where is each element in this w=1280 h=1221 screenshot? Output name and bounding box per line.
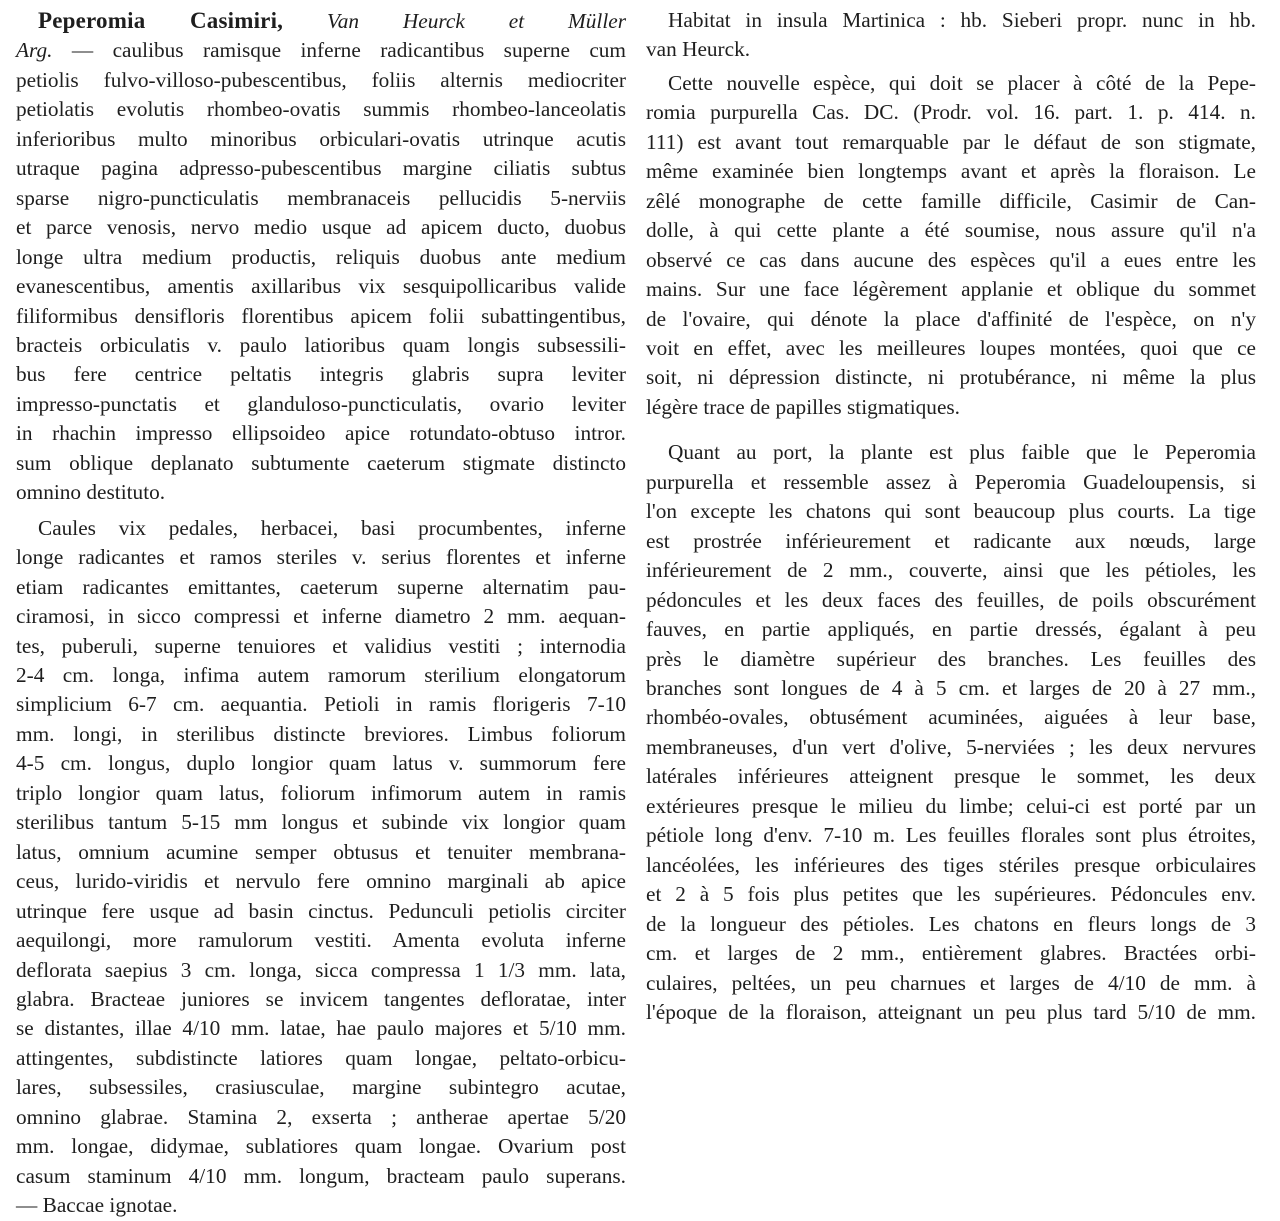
text-line: culaires, peltées, un peu charnues et larges de 4/10 de mm. à [646,970,1256,995]
text-line: deflorata saepius 3 cm. longa, sicca compressa 1 1/3 mm. lata, [16,957,626,982]
text-line: Cette nouvelle espèce, qui doit se placer à côté de la Pepe- [668,70,1256,95]
text-line: Habitat in insula Martinica : hb. Sieberi propr. nunc in hb. [668,8,1256,32]
species-authors: Van Heurck et Müller [327,9,626,33]
text-line: utrinque fere usque ad basin cinctus. Pedunculi petiolis circiter [16,898,626,923]
text-line: se distantes, illae 4/10 mm. latae, hae paulo majores et 5/10 mm. [16,1016,626,1041]
remarks-paragraph [646,69,1256,422]
text-line: purpurella et ressemble assez à Peperomia Guadeloupensis, si [646,469,1256,494]
habitat-paragraph [646,6,1256,65]
text-line: et parce venosis, nervo medio usque ad apicem ducto, duobus [16,215,626,240]
text-line: branches sont longues de 4 à 5 cm. et larges de 20 à 27 mm., [646,675,1256,700]
text-line: zêlé monographe de cette famille difficile, Casimir de Can- [646,188,1256,213]
right-column [646,6,1256,1027]
text-line: omnino glabrae. Stamina 2, exserta ; antherae apertae 5/20 [16,1104,626,1129]
species-authors-cont: Arg. [16,38,53,63]
text-line: petiolatis evolutis rhombeo-ovatis summis rhombeo-lanceolatis [16,97,626,122]
text-line: près le diamètre supérieur des branches. Les feuilles des [646,646,1256,671]
text-line: rhombéo-ovales, obtusément acuminées, aiguées à leur base, [646,705,1256,730]
text-line: légère trace de papilles stigmatiques. [646,394,961,419]
text-line: sterilibus tantum 5-15 mm longus et subinde vix longior quam [16,810,626,835]
text-line: pédoncules et les deux faces des feuilles, de poils obscurément [646,587,1256,612]
text-line: même examinée bien longtemps avant et après la floraison. Le [646,159,1256,184]
text-line-rest: — caulibus ramisque inferne radicantibus superne cum [52,38,626,63]
text-line: inférieurement de 2 mm., couverte, ainsi que les pétioles, les [646,558,1256,583]
text-line: pétiole long d'env. 7-10 m. Les feuilles florales sont plus étroites, [646,823,1256,848]
species-description-paragraph [16,6,626,508]
text-line: est prostrée inférieurement et radicante aux nœuds, large [646,528,1256,553]
text-line: lares, subsessiles, crasiusculae, margine subintegro acutae, [16,1075,626,1100]
text-line: petiolis fulvo-villoso-pubescentibus, foliis alternis mediocriter [16,67,626,92]
text-line: latus, omnium acumine semper obtusus et tenuiter membrana- [16,839,626,864]
text-line: inferioribus multo minoribus orbiculari-ovatis utrinque acutis [16,126,626,151]
text-line: tes, puberuli, superne tenuiores et validius vestiti ; internodia [16,633,626,658]
text-line: mm. longae, didymae, sublatiores quam longae. Ovarium post [16,1134,626,1159]
text-line: — Baccae ignotae. [16,1193,178,1218]
text-line: etiam radicantes emittantes, caeterum superne alternatim pau- [16,574,626,599]
text-line: mains. Sur une face légèrement applanie et oblique du sommet [646,277,1256,302]
text-line: omnino destituto. [16,480,166,505]
text-line: mm. longi, in sterilibus distincte breviores. Limbus foliorum [16,721,626,746]
text-line: de la longueur des pétioles. Les chatons en fleurs longs de 3 [646,911,1256,936]
text-line: longe ultra medium productis, reliquis duobus ante medium [16,244,626,269]
text-line: triplo longior quam latus, foliorum infimorum autem in ramis [16,780,626,805]
text-line: membraneuses, d'un vert d'olive, 5-nerviées ; les deux nervures [646,734,1256,759]
text-line: de l'ovaire, qui dénote la place d'affinité de l'espèce, on n'y [646,306,1256,331]
text-line [16,36,626,65]
text-line: latérales inférieures atteignent presque le sommet, les deux [646,764,1256,789]
text-line: cm. et larges de 2 mm., entièrement glabres. Bractées orbi- [646,941,1256,966]
text-line: 4-5 cm. longus, duplo longior quam latus v. summorum fere [16,751,626,776]
text-line: voit en effet, avec les meilleures loupes montées, quoi que ce [646,335,1256,360]
text-line: simplicium 6-7 cm. aequantia. Petioli in ramis florigeris 7-10 [16,692,626,717]
left-column [16,6,626,1221]
morphology-paragraph [16,514,626,1221]
text-line: attingentes, subdistincte latiores quam longae, peltato-orbicu- [16,1045,626,1070]
text-line: Caules vix pedales, herbacei, basi procumbentes, inferne [38,515,626,540]
text-line: et 2 à 5 fois plus petites que les supérieures. Pédoncules env. [646,882,1256,907]
text-line: evanescentibus, amentis axillaribus vix sesquipollicaribus valide [16,274,626,299]
text-line: l'on excepte les chatons qui sont beaucoup plus courts. La tige [646,499,1256,524]
text-line: Quant au port, la plante est plus faible que le Peperomia [668,440,1256,465]
text-line: bus fere centrice peltatis integris glabris supra leviter [16,362,626,387]
text-line: sparse nigro-puncticulatis membranaceis pellucidis 5-nerviis [16,185,626,210]
text-line: 2-4 cm. longa, infima autem ramorum sterilium elongatorum [16,662,626,687]
text-line: bracteis orbiculatis v. paulo latioribus quam longis subsessili- [16,332,626,357]
text-line: aequilongi, more ramulorum vestiti. Amenta evoluta inferne [16,928,626,953]
text-line: in rhachin impresso ellipsoideo apice rotundato-obtuso intror. [16,421,626,446]
text-line: romia purpurella Cas. DC. (Prodr. vol. 16. part. 1. p. 414. n. [646,100,1256,125]
text-line: longe radicantes et ramos steriles v. serius florentes et inferne [16,545,626,570]
text-line: impresso-punctatis et glanduloso-puncticulatis, ovario leviter [16,391,626,416]
text-line: soit, ni dépression distincte, ni protubérance, ni même la plus [646,365,1256,390]
text-line: van Heurck. [646,37,751,62]
text-line: filiformibus densifloris florentibus apicem folii subattingentibus, [16,303,626,328]
text-line: 111) est avant tout remarquable par le défaut de son stigmate, [646,129,1256,154]
text-line: ceus, lurido-viridis et nervulo fere omnino marginali ab apice [16,869,626,894]
species-title: Peperomia Casimiri, [38,8,284,33]
text-line: casum staminum 4/10 mm. longum, bracteam paulo superans. [16,1163,626,1188]
text-line: glabra. Bracteae juniores se invicem tangentes defloratae, inter [16,986,626,1011]
text-line: utraque pagina adpresso-pubescentibus margine ciliatis subtus [16,156,626,181]
text-line: extérieures presque le milieu du limbe; celui-ci est porté par un [646,793,1256,818]
text-line: l'époque de la floraison, atteignant un peu plus tard 5/10 de mm. [646,999,1256,1024]
text-line: fauves, en partie appliqués, en partie dressés, égalant à peu [646,617,1256,642]
text-line: sum oblique deplanato subtumente caeterum stigmate distincto [16,450,626,475]
text-line: lancéolées, les inférieures des tiges stériles presque orbiculaires [646,852,1256,877]
text-line: ciramosi, in sicco compressi et inferne diametro 2 mm. aequan- [16,604,626,629]
text-line: dolle, à qui cette plante a été soumise, nous assure qu'il n'a [646,218,1256,243]
text-line: observé ce cas dans aucune des espèces qu'il a eues entre les [646,247,1256,272]
text-line [16,6,626,36]
habit-paragraph [646,438,1256,1027]
